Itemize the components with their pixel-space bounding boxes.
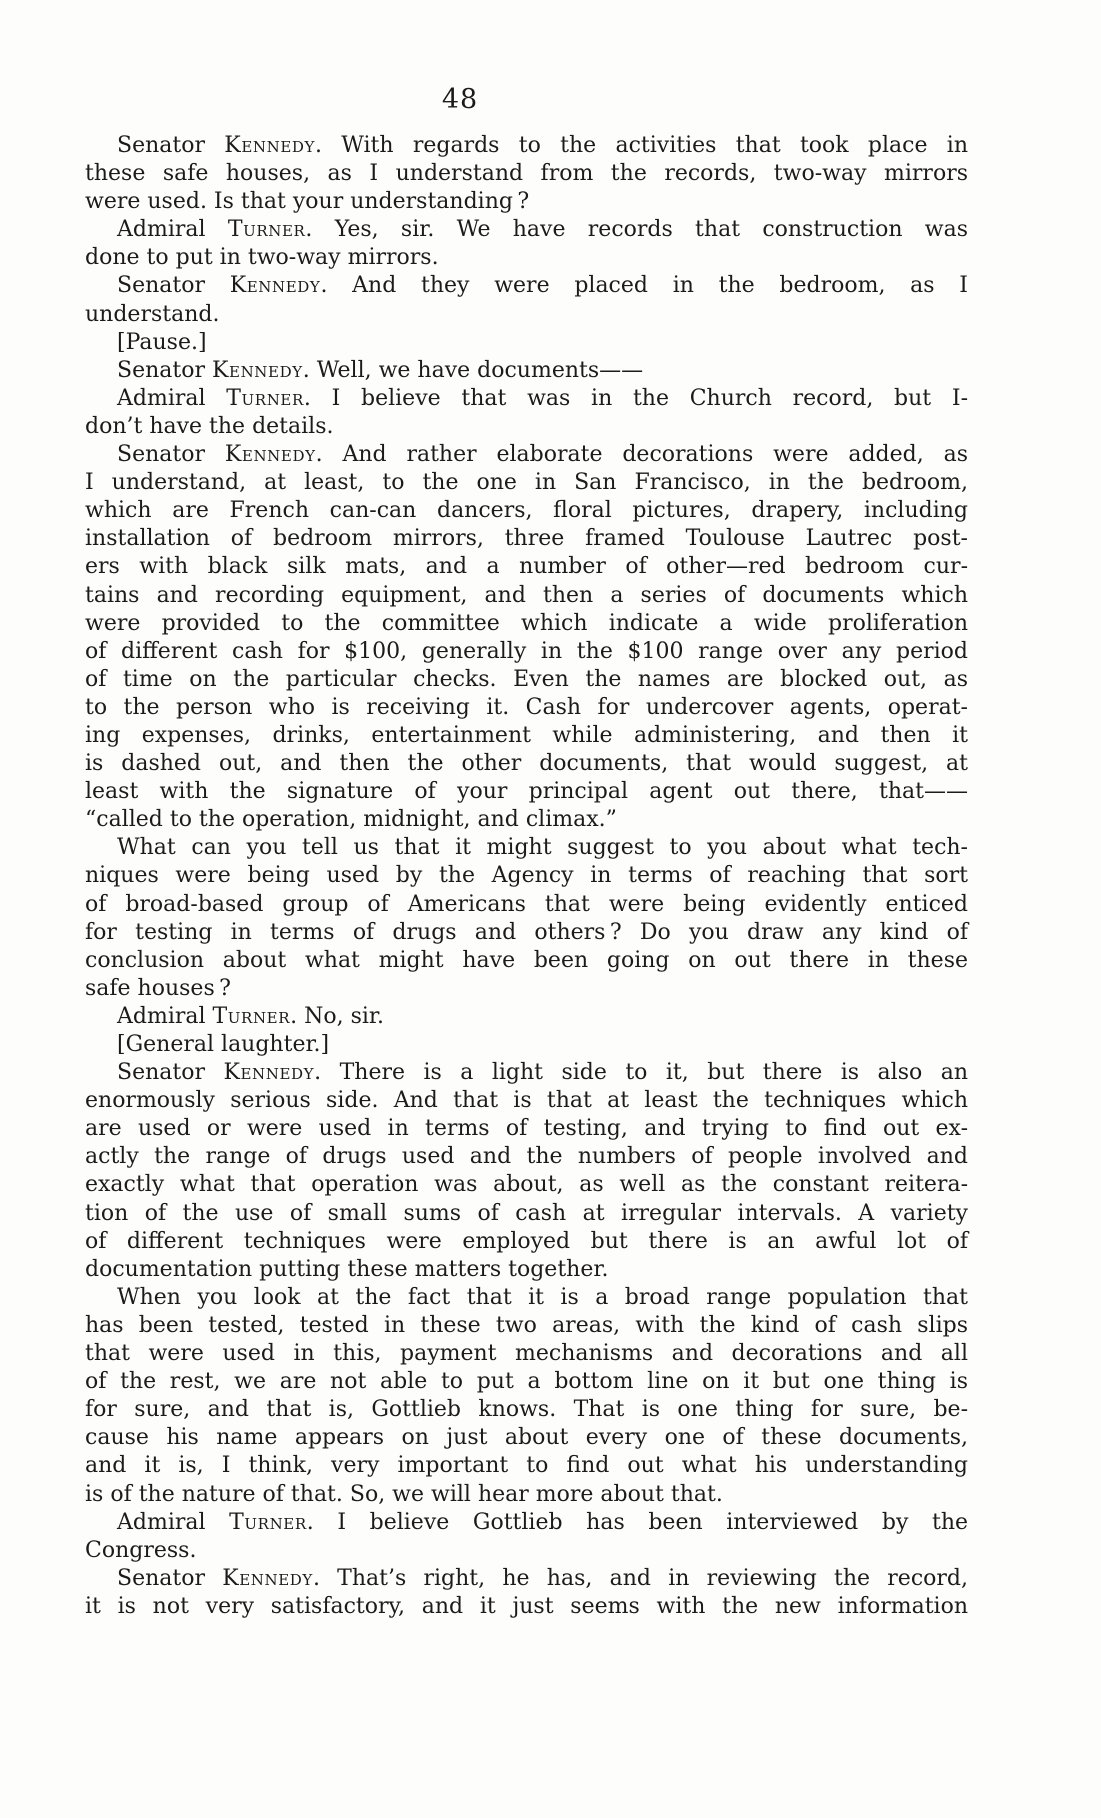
transcript-line: [85, 778, 968, 806]
line-text: Senator: [117, 1060, 224, 1086]
line-text: . I believe that was in the Church record, but I-: [303, 385, 969, 411]
paragraph: [85, 441, 968, 834]
line-text: for testing in terms of drugs and others ? Do you draw any kind of: [85, 919, 968, 945]
line-text: enormously serious side. And that is that at least the techniques which: [85, 1088, 968, 1114]
line-text: exactly what that operation was about, as well as the constant reitera-: [85, 1172, 968, 1198]
transcript-line: [85, 441, 968, 469]
speaker-name: Turner: [229, 1509, 307, 1535]
line-text: installation of bedroom mirrors, three framed Toulouse Lautrec post-: [85, 526, 968, 552]
transcript-line: [85, 1003, 968, 1031]
transcript-line: [85, 1312, 968, 1340]
paragraph: [85, 1059, 968, 1284]
line-text: Senator: [117, 273, 230, 299]
speaker-name: Turner: [226, 385, 304, 411]
transcript-line: [85, 1228, 968, 1256]
page-number: 48: [441, 84, 479, 115]
transcript-line: [85, 1284, 968, 1312]
line-text: . I believe Gottlieb has been interviewed by the: [306, 1509, 969, 1535]
paragraph: [85, 834, 968, 1003]
speaker-name: Kennedy: [222, 1565, 313, 1591]
line-text: conclusion about what might have been going on out there in these: [85, 947, 968, 973]
transcript-line: [85, 1200, 968, 1228]
transcript-line: [85, 891, 968, 919]
line-text: is dashed out, and then the other documents, that would suggest, at: [85, 751, 968, 777]
transcript-line: [85, 1368, 968, 1396]
transcript-line: [85, 329, 968, 357]
paragraph: [85, 1003, 968, 1031]
line-text: Admiral: [117, 385, 227, 411]
transcript-line: [85, 1452, 968, 1480]
transcript-line: [85, 188, 968, 216]
line-text: cause his name appears on just about every one of these documents,: [85, 1425, 968, 1451]
transcript-line: [85, 1565, 968, 1593]
paragraph: [85, 1565, 968, 1621]
line-text: tion of the use of small sums of cash at irregular intervals. A variety: [85, 1200, 968, 1226]
speaker-name: Kennedy: [229, 273, 321, 299]
line-text: that were used in this, payment mechanisms and decorations and all: [85, 1341, 968, 1367]
paragraph: [85, 1031, 968, 1059]
transcript-line: [85, 666, 968, 694]
transcript-line: [85, 862, 968, 890]
transcript-line: [85, 1340, 968, 1368]
line-text: . With regards to the activities that took place in: [315, 133, 968, 158]
line-text: were used. Is that your understanding ?: [85, 189, 530, 215]
line-text: Senator: [117, 442, 225, 468]
line-text: When you look at the fact that it is a broad range population that: [117, 1284, 968, 1310]
speaker-name: Turner: [227, 217, 306, 243]
transcript-line: [85, 1115, 968, 1143]
line-text: Senator: [117, 357, 212, 383]
transcript-body: [85, 132, 968, 1621]
transcript-line: [85, 1031, 968, 1059]
transcript-line: [85, 497, 968, 525]
line-text: understand.: [85, 301, 220, 327]
line-text: done to put in two-way mirrors.: [85, 245, 439, 271]
line-text: What can you tell us that it might suggest to you about what tech-: [117, 835, 968, 861]
line-text: of time on the particular checks. Even the names are blocked out, as: [85, 666, 968, 692]
transcript-line: [85, 357, 968, 385]
transcript-line: [85, 553, 968, 581]
line-text: of different techniques were employed but there is an awful lot of: [85, 1228, 968, 1254]
transcript-line: [85, 582, 968, 610]
transcript-line: [85, 610, 968, 638]
line-text: [Pause.]: [117, 329, 207, 355]
line-text: . And they were placed in the bedroom, as I: [320, 273, 968, 299]
transcript-line: [85, 413, 968, 441]
transcript-line: [85, 160, 968, 188]
line-text: Admiral: [117, 1003, 213, 1029]
transcript-line: [85, 1396, 968, 1424]
transcript-line: [85, 1256, 968, 1284]
line-text: Congress.: [85, 1537, 197, 1563]
line-text: [General laughter.]: [117, 1032, 330, 1057]
line-text: to the person who is receiving it. Cash for undercover agents, operat-: [85, 694, 968, 720]
transcript-line: [85, 132, 968, 160]
transcript-line: [85, 216, 968, 244]
transcript-line: [85, 272, 968, 300]
line-text: I understand, at least, to the one in San Francisco, in the bedroom,: [85, 470, 968, 496]
transcript-line: [85, 750, 968, 778]
line-text: “called to the operation, midnight, and climax.”: [85, 807, 617, 833]
transcript-line: [85, 806, 968, 834]
transcript-line: [85, 834, 968, 862]
line-text: least with the signature of your principal agent out there, that——: [85, 779, 968, 805]
line-text: is of the nature of that. So, we will hear more about that.: [85, 1481, 723, 1507]
transcript-line: [85, 638, 968, 666]
speaker-name: Turner: [212, 1003, 291, 1029]
line-text: documentation putting these matters together.: [85, 1256, 609, 1282]
transcript-line: [85, 919, 968, 947]
line-text: and it is, I think, very important to find out what his understanding: [85, 1453, 968, 1479]
transcript-line: [85, 947, 968, 975]
speaker-name: Kennedy: [223, 1060, 315, 1086]
transcript-line: [85, 975, 968, 1003]
line-text: . Well, we have documents——: [302, 357, 644, 383]
paragraph: [85, 1284, 968, 1509]
line-text: . Yes, sir. We have records that construction was: [305, 217, 969, 243]
line-text: of the rest, we are not able to put a bottom line on it but one thing is: [85, 1369, 968, 1395]
transcript-line: [85, 1593, 968, 1621]
speaker-name: Kennedy: [224, 133, 315, 158]
line-text: . And rather elaborate decorations were added, as: [315, 442, 968, 468]
line-text: Senator: [117, 1565, 223, 1591]
transcript-line: [85, 1059, 968, 1087]
line-text: were provided to the committee which indicate a wide proliferation: [85, 610, 968, 636]
transcript-line: [85, 722, 968, 750]
line-text: Admiral: [117, 217, 228, 243]
paragraph: [85, 132, 968, 216]
line-text: Admiral: [117, 1509, 230, 1535]
line-text: of different cash for $100, generally in the $100 range over any period: [85, 638, 968, 664]
line-text: . That’s right, he has, and in reviewing the record,: [312, 1565, 968, 1591]
speaker-name: Kennedy: [211, 357, 303, 383]
line-text: . No, sir.: [290, 1003, 384, 1029]
transcript-line: [85, 694, 968, 722]
line-text: safe houses ?: [85, 975, 231, 1001]
paragraph: [85, 385, 968, 441]
transcript-line: [85, 525, 968, 553]
line-text: of broad-based group of Americans that were being evidently enticed: [85, 891, 968, 917]
paragraph: [85, 357, 968, 385]
line-text: has been tested, tested in these two areas, with the kind of cash slips: [85, 1312, 968, 1338]
line-text: actly the range of drugs used and the numbers of people involved and: [85, 1144, 968, 1170]
line-text: Senator: [117, 133, 225, 158]
paragraph: [85, 1509, 968, 1565]
transcript-line: [85, 301, 968, 329]
transcript-line: [85, 1087, 968, 1115]
line-text: tains and recording equipment, and then a series of documents which: [85, 582, 968, 608]
transcript-line: [85, 1424, 968, 1452]
line-text: ers with black silk mats, and a number of other—red bedroom cur-: [85, 554, 968, 580]
line-text: for sure, and that is, Gottlieb knows. That is one thing for sure, be-: [85, 1397, 968, 1423]
line-text: niques were being used by the Agency in terms of reaching that sort: [85, 863, 968, 889]
transcript-line: [85, 385, 968, 413]
line-text: ing expenses, drinks, entertainment while administering, and then it: [85, 722, 968, 748]
paragraph: [85, 329, 968, 357]
line-text: these safe houses, as I understand from the records, two-way mirrors: [85, 161, 968, 187]
transcript-line: [85, 1171, 968, 1199]
line-text: . There is a light side to it, but there is also an: [314, 1060, 968, 1086]
transcript-line: [85, 1537, 968, 1565]
transcript-line: [85, 1509, 968, 1537]
paragraph: [85, 216, 968, 272]
line-text: are used or were used in terms of testing, and trying to find out ex-: [85, 1116, 968, 1142]
line-text: which are French can-can dancers, floral pictures, drapery, including: [85, 498, 968, 524]
line-text: don’t have the details.: [85, 413, 334, 439]
transcript-line: [85, 469, 968, 497]
transcript-line: [85, 1481, 968, 1509]
line-text: it is not very satisfactory, and it just seems with the new information: [85, 1593, 968, 1619]
transcript-line: [85, 244, 968, 272]
speaker-name: Kennedy: [224, 442, 316, 468]
transcript-line: [85, 1143, 968, 1171]
paragraph: [85, 272, 968, 328]
